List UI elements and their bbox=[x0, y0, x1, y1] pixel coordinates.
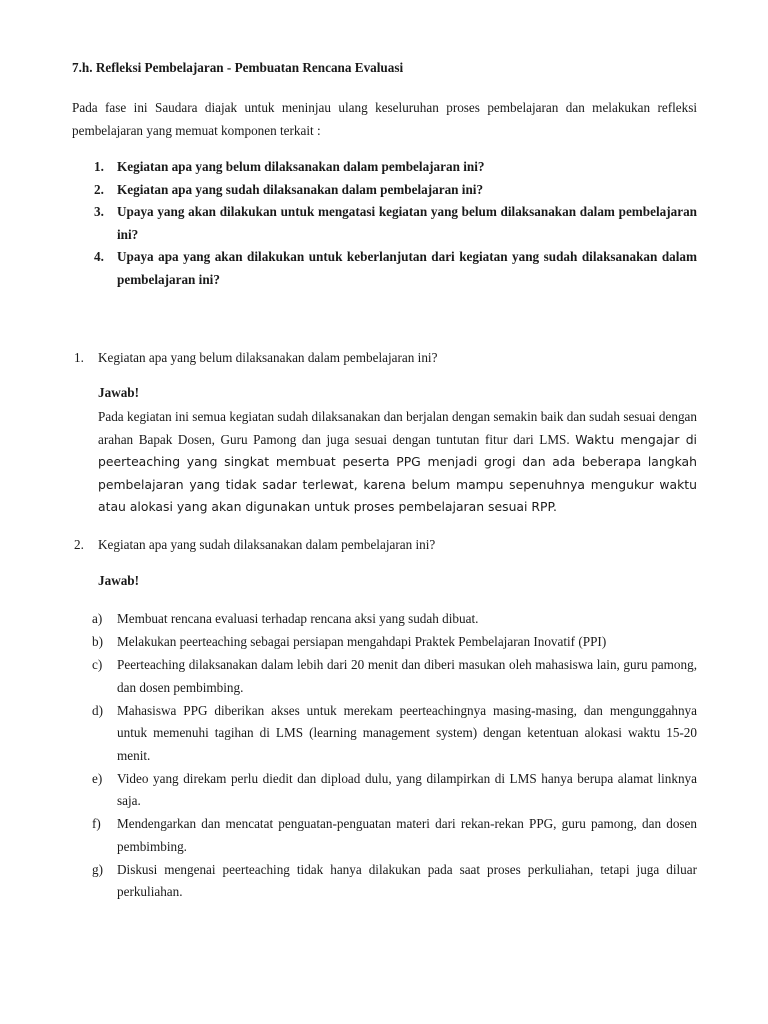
list-item bbox=[72, 631, 697, 654]
section1-question-text: Kegiatan apa yang belum dilaksanakan dalam pembelajaran ini? bbox=[98, 350, 438, 365]
question-number: 3. bbox=[94, 204, 104, 219]
list-item bbox=[72, 654, 697, 699]
item-text: Mendengarkan dan mencatat penguatan-penguatan materi dari rekan-rekan PPG, guru pamong, dan dosen pembimbing. bbox=[117, 816, 697, 854]
item-text: Diskusi mengenai peerteaching tidak hanya dilakukan pada saat proses perkuliahan, tetapi juga diluar perkuliahan. bbox=[117, 861, 697, 899]
list-item bbox=[72, 608, 697, 631]
item-text: Membuat rencana evaluasi terhadap rencana aksi yang sudah dibuat. bbox=[117, 611, 479, 626]
question-text: Kegiatan apa yang sudah dilaksanakan dalam pembelajaran ini? bbox=[117, 181, 484, 197]
question-text: Kegiatan apa yang belum dilaksanakan dalam pembelajaran ini? bbox=[117, 159, 485, 174]
item-label: c) bbox=[92, 657, 103, 672]
reflection-question bbox=[72, 179, 697, 202]
reflection-question bbox=[72, 201, 697, 246]
section-heading: 7.h. Refleksi Pembelajaran - Pembuatan Rencana Evaluasi bbox=[72, 60, 404, 75]
list-item bbox=[72, 700, 697, 768]
question-text: Upaya yang akan dilakukan untuk mengatasi kegiatan yang belum dilaksanakan dalam pembelajaran ini? bbox=[117, 204, 697, 242]
intro-paragraph: Pada fase ini Saudara diajak untuk meninjau ulang keseluruhan proses pembelajaran dan melakukan refleksi pembelajaran yang memuat komponen terkait : bbox=[72, 100, 697, 138]
section1-answer bbox=[98, 406, 697, 519]
section1-number: 1. bbox=[74, 350, 84, 365]
question-number: 4. bbox=[94, 249, 104, 264]
item-text: Video yang direkam perlu diedit dan dipload dulu, yang dilampirkan di LMS hanya berupa alamat linknya saja. bbox=[117, 770, 697, 808]
item-text: Melakukan peerteaching sebagai persiapan mengahdapi Praktek Pembelajaran Inovatif (PPI) bbox=[117, 634, 607, 649]
reflection-question bbox=[72, 246, 697, 291]
item-label: g) bbox=[92, 861, 103, 877]
section2-jawab-label: Jawab! bbox=[98, 573, 140, 588]
item-text: Peerteaching dilaksanakan dalam lebih dari 20 menit dan diberi masukan oleh mahasiswa lain, guru pamong, dan dosen pembimbing. bbox=[117, 657, 697, 695]
section1-answer-part2: Waktu mengajar di peerteaching yang singkat membuat peserta PPG menjadi grogi dan ada beberapa langkah pembelajaran yang tidak sadar terlewat, karena belum mampu sepenuhnya mengukur waktu atau alokasi yang akan digunakan untuk proses pembelajaran sesuai RPP. bbox=[98, 431, 698, 515]
item-label: e) bbox=[92, 770, 103, 786]
section2-answer-list bbox=[72, 608, 697, 904]
question-text: Upaya apa yang akan dilakukan untuk keberlanjutan dari kegiatan yang sudah dilaksanakan dalam pembelajaran ini? bbox=[117, 249, 697, 287]
list-item bbox=[72, 859, 697, 904]
question-number: 2. bbox=[94, 181, 104, 197]
item-label: a) bbox=[92, 611, 103, 626]
item-label: b) bbox=[92, 634, 103, 649]
item-text: Mahasiswa PPG diberikan akses untuk merekam peerteachingnya masing-masing, dan mengunggahnya untuk memenuhi tagihan di LMS (learning management system) dengan ketentuan alokasi waktu 15-20 menit. bbox=[117, 702, 697, 763]
question-number: 1. bbox=[94, 159, 104, 174]
item-label: d) bbox=[92, 702, 103, 718]
section2-number: 2. bbox=[74, 537, 84, 552]
section2-question-text: Kegiatan apa yang sudah dilaksanakan dalam pembelajaran ini? bbox=[98, 537, 436, 552]
reflection-question bbox=[72, 156, 697, 179]
item-label: f) bbox=[92, 816, 101, 831]
section1-jawab-label: Jawab! bbox=[98, 385, 140, 400]
list-item bbox=[72, 768, 697, 813]
list-item bbox=[72, 813, 697, 858]
reflection-questions-list bbox=[72, 156, 697, 291]
section1-answer-part1: Pada kegiatan ini semua kegiatan sudah dilaksanakan dan berjalan dengan semakin baik dan sudah sesuai dengan arahan Bapak Dosen, Guru Pamong dan juga sesuai dengan tuntutan fitur dari LMS. bbox=[98, 409, 697, 447]
